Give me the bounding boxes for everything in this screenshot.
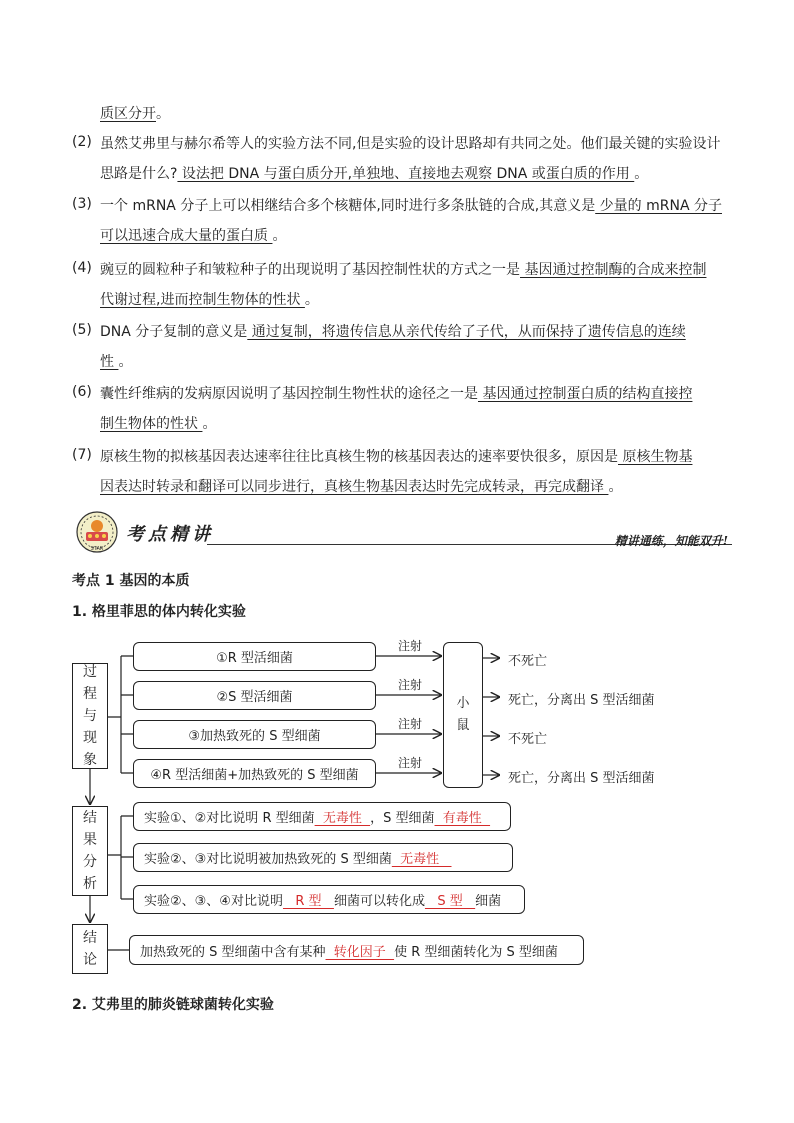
question-text: 。 <box>304 292 319 308</box>
answer-text: S 型 <box>424 894 476 909</box>
question-text: 一个 mRNA 分子上可以相继结合多个核糖体,同时进行多条肽链的合成,其意义是 <box>100 198 596 214</box>
answer-text: 无毒性 <box>391 852 452 867</box>
outcome-3: 不死亡 <box>508 732 548 747</box>
analysis-text: 细菌 <box>475 894 502 909</box>
question-text: 。 <box>608 479 623 495</box>
group-box-1: ①R 型活细菌 <box>133 642 376 671</box>
question-text: 思路是什么? <box>100 166 178 182</box>
question-line <box>100 290 319 310</box>
answer-text: 因表达时转录和翻译可以同步进行，真核生物基因表达时先完成转录，再完成翻译 <box>100 479 609 495</box>
answer-text: 有毒性 <box>434 811 491 826</box>
outcome-2: 死亡，分离出 S 型活细菌 <box>508 693 655 708</box>
answer-text: 原核生物基 <box>618 449 693 465</box>
analysis-text: 实验①、②对比说明 R 型细菌 <box>144 811 315 826</box>
question-line <box>100 322 686 342</box>
answer-text: 制生物体的性状 <box>100 416 203 432</box>
conclusion-box <box>129 935 584 965</box>
answer-text: 质区分开 <box>100 106 156 122</box>
question-line <box>100 134 720 154</box>
topic-heading: 考点 1 基因的本质 <box>72 573 190 589</box>
process-label-box: 过 程 与 现 象 <box>72 663 108 769</box>
analysis-box-3 <box>133 885 525 914</box>
question-text: 囊性纤维病的发病原因说明了基因控制生物性状的途径之一是 <box>100 386 478 402</box>
answer-text: 可以迅速合成大量的蛋白质 <box>100 228 273 244</box>
question-text: 原核生物的拟核基因表达速率往往比真核生物的核基因表达的速率要快很多，原因是 <box>100 449 618 465</box>
answer-text: 代谢过程,进而控制生物体的性状 <box>100 292 305 308</box>
analysis-text: 使 R 型细菌转化为 S 型细菌 <box>394 944 558 960</box>
section-banner-title: 考点精讲 <box>126 524 214 545</box>
question-line <box>100 260 706 280</box>
question-line <box>100 447 692 467</box>
question-line <box>100 196 722 216</box>
question-number: (2) <box>72 134 92 150</box>
outcome-1: 不死亡 <box>508 654 548 669</box>
conclusion-label-box: 结 论 <box>72 924 108 974</box>
question-line <box>100 384 692 404</box>
section-banner-slogan: 精讲通练，知能双升! <box>614 534 728 548</box>
outcome-4: 死亡，分离出 S 型活细菌 <box>508 771 655 786</box>
subsection-title: 1. 格里菲思的体内转化实验 <box>72 604 246 620</box>
group-box-4: ④R 型活细菌+加热致死的 S 型细菌 <box>133 759 376 788</box>
answer-text: 少量的 mRNA 分子 <box>595 198 722 214</box>
question-number: (4) <box>72 260 92 276</box>
question-text: 。 <box>156 106 170 122</box>
svg-text:STAR: STAR <box>90 546 104 552</box>
analysis-box-2 <box>133 843 513 872</box>
question-text: DNA 分子复制的意义是 <box>100 324 248 340</box>
mouse-box: 小 鼠 <box>443 642 483 788</box>
analysis-text: 实验②、③对比说明被加热致死的 S 型细菌 <box>144 852 392 867</box>
question-text: 豌豆的圆粒种子和皱粒种子的出现说明了基因控制性状的方式之一是 <box>100 262 520 278</box>
answer-text: 通过复制，将遗传信息从亲代传给了子代，从而保持了遗传信息的连续 <box>247 324 686 340</box>
question-line <box>100 352 132 372</box>
analysis-text: 实验②、③、④对比说明 <box>144 894 283 909</box>
question-line <box>100 104 170 124</box>
inject-label-2: 注射 <box>398 678 423 692</box>
question-line <box>100 414 216 434</box>
answer-text: R 型 <box>282 894 334 909</box>
answer-text: 无毒性 <box>314 811 371 826</box>
analysis-text: 加热致死的 S 型细菌中含有某种 <box>140 944 326 960</box>
question-number: (6) <box>72 384 92 400</box>
question-line <box>100 226 286 246</box>
question-line <box>100 477 622 497</box>
answer-text: 转化因子 <box>325 944 395 960</box>
question-number: (5) <box>72 322 92 338</box>
question-number: (3) <box>72 196 92 212</box>
answer-text: 性 <box>100 354 119 370</box>
analysis-text: ，S 型细菌 <box>370 811 435 826</box>
question-text: 。 <box>118 354 133 370</box>
analysis-text: 细菌可以转化成 <box>333 894 425 909</box>
question-text: 。 <box>272 228 287 244</box>
question-line <box>100 164 648 184</box>
analysis-label-box: 结 果 分 析 <box>72 806 108 896</box>
question-text: 。 <box>634 166 649 182</box>
answer-text: 设法把 DNA 与蛋白质分开,单独地、直接地去观察 DNA 或蛋白质的作用 <box>177 166 635 182</box>
analysis-box-1 <box>133 802 511 831</box>
question-number: (7) <box>72 447 92 463</box>
section-banner <box>72 510 732 554</box>
group-box-3: ③加热致死的 S 型细菌 <box>133 720 376 749</box>
inject-label-4: 注射 <box>398 756 423 770</box>
answer-text: 基因通过控制蛋白质的结构直接控 <box>478 386 693 402</box>
answer-text: 基因通过控制酶的合成来控制 <box>520 262 707 278</box>
inject-label-1: 注射 <box>398 639 423 653</box>
group-box-2: ②S 型活细菌 <box>133 681 376 710</box>
badge-icon <box>72 510 122 554</box>
subsection-title-2: 2. 艾弗里的肺炎链球菌转化实验 <box>72 997 274 1013</box>
question-text: 虽然艾弗里与赫尔希等人的实验方法不同,但是实验的设计思路却有共同之处。他们最关键的实验设计 <box>100 136 721 152</box>
inject-label-3: 注射 <box>398 717 423 731</box>
question-text: 。 <box>202 416 217 432</box>
